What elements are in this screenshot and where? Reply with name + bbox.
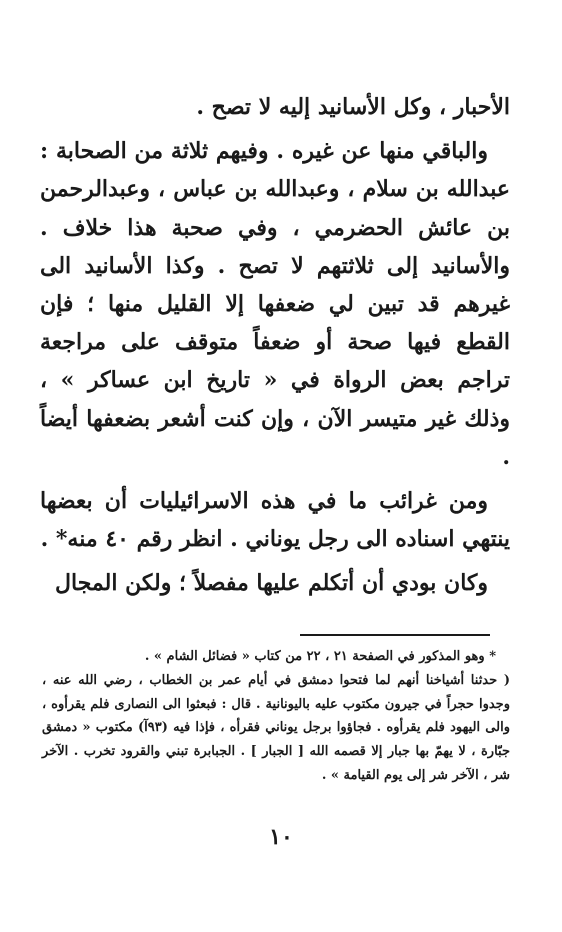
page-number: ١٠ <box>269 824 293 850</box>
footnote-separator <box>300 634 490 636</box>
footnote-line: * وهو المذكور في الصفحة ٢١ ، ٢٢ من كتاب « فضائل الشام » . <box>144 649 496 664</box>
paragraph: وكان بودي أن أتكلم عليها مفصلاً ؛ ولكن المجال <box>55 570 488 597</box>
paragraph: والباقي منها عن غيره . وفيهم ثلاثة من الصحابة : عبدالله بن سلام ، وعبدالله بن عباس ، وعبدالرحمن بن عائش الحضرمي ، وفي صحبة هذا خلاف . والأسانيد إلى ثلاثتهم لا تصح . وكذا الأسانيد الى غيرهم قد تبين لي ضعفها إلا القليل منها ؛ فإن القطع فيها صحة أو ضعفاً متوقف على مراجعة تراجم بعض الرواة في « تاريخ ابن عساكر » ، وذلك غير متيسر الآن ، وإن كنت أشعر بضعفها أيضاً . <box>40 138 510 470</box>
footnote-line: ( حدثنا أشياخنا أنهم لما فتحوا دمشق في أيام عمر بن الخطاب ، رضي الله عنه ، وجدوا حجراً في جيرون مكتوب عليه باليونانية . قال : فبعثوا الى النصارى فلم يقرأوه ، والى اليهود فلم يقرأوه . فجاؤوا برجل يوناني فقرأه ، فإذا فيه (٩٣آ) مكتوب « دمشق جبّارة ، لا يهمّ بها جبار إلا قصمه الله [ الجبار ] . الجبابرة تبني والقرود تخرب . الآخر شر ، الآخر شر إلى يوم القيامة » . <box>42 672 510 783</box>
main-text <box>40 88 510 603</box>
paragraph: ومن غرائب ما في هذه الاسرائيليات أن بعضها ينتهي اسناده الى رجل يوناني . انظر رقم ٤٠ منه* . <box>40 488 510 553</box>
footnotes <box>42 645 510 788</box>
paragraph: الأحبار ، وكل الأسانيد إليه لا تصح . <box>196 94 510 120</box>
